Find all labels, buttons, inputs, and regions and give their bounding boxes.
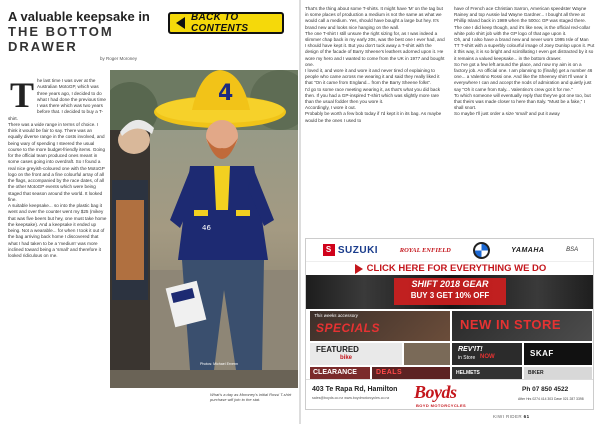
revit-instore-label: in Store xyxy=(458,355,476,361)
promo-tiles xyxy=(306,309,594,379)
body-paragraph: So I've got a few left around the place, and now my aim is on a factory job. An official one. I am planning to (finally) get a number 46 one... a Valentino Rossi one. And like the Sheeney shirt I'll wear it everywhere I can and accept the nods of admiration and quietly just say "Oh it came from Italy... Valentino's crew got it for me." xyxy=(454,61,593,92)
svg-text:4: 4 xyxy=(218,81,234,106)
specials-subtitle: This weeks accessory xyxy=(314,313,359,318)
clearance-label: CLEARANCE xyxy=(313,369,357,376)
article-column-right-1 xyxy=(305,6,446,124)
article-title-line3: DRAWER xyxy=(8,39,78,54)
bike-photo-tile[interactable] xyxy=(404,343,450,365)
yamaha-logo[interactable]: YAMAHA xyxy=(511,246,545,254)
body-paragraph: Accordingly, I wore it out. xyxy=(305,105,356,111)
body-paragraph: A suitable keepsake... so into the plastic bag it went and over the counter went my $25 (mikey that was five beers but hey, one must take home the keepsake). And a keepsake it ended up being. Not a wearable... for when I took it out of the bag arriving back home I discovered that what I had taken to be a 'medium' was more inclined toward being a 'small' and therefore it looked ridiculous on me. xyxy=(8,203,107,258)
bsa-logo[interactable]: BSA xyxy=(566,247,579,253)
svg-text:46: 46 xyxy=(202,224,211,232)
boyds-logo[interactable]: Boyds xyxy=(414,382,457,402)
back-to-contents-label: BACK TO CONTENTS xyxy=(191,12,249,34)
new-in-store-tile[interactable] xyxy=(452,311,592,341)
dealer-address: 403 Te Rapa Rd, Hamilton xyxy=(312,386,398,393)
photo-caption: What's a day as Moroney's initial Rossi T-shirt purchase will join to the stat. xyxy=(210,392,292,402)
body-paragraph: I'd go to some race meeting wearing it, as that's what you did back then. If you had a GP-inspired T-shirt which was slightly more rare than the usual fodder then you wore it. xyxy=(305,86,441,105)
body-paragraph: That's the thing about some T-shirts. It might have 'M' on the tag but in some places of production a medium is not the same as what we would call a medium. Yes, should have bought a large but hey. It's brand new and looks nice hanging on the wall. xyxy=(305,6,443,30)
page-gutter xyxy=(299,0,301,424)
suzuki-label: SUZUKI xyxy=(337,244,379,256)
article-column-right-2 xyxy=(454,6,595,118)
article-column-left xyxy=(8,75,107,259)
article-photo xyxy=(110,70,298,388)
skaf-tile[interactable] xyxy=(524,343,592,365)
skaf-logo: SKAF xyxy=(530,349,554,358)
click-here-label: CLICK HERE FOR EVERYTHING WE DO xyxy=(366,263,547,274)
royal-enfield-logo[interactable]: ROYAL ENFIELD xyxy=(399,246,451,254)
dealer-info-bar xyxy=(306,379,594,410)
back-to-contents-button[interactable] xyxy=(168,12,284,34)
featured-bike-tile[interactable] xyxy=(310,343,402,365)
body-paragraph: To which someone will eventually reply that they've got one too, but that theirs was made closer to here than Italy. "Must be a fake," I shall snort. xyxy=(454,92,591,111)
body-paragraph: Probably be worth a few bob today if I'd kept it in its bag. As maybe would be the ones I used to xyxy=(305,111,442,123)
article-title-line1: A valuable keepsake in xyxy=(8,9,150,24)
brand-logos-row xyxy=(306,239,594,261)
deals-label: DEALS xyxy=(376,369,403,376)
body-paragraph: The one I did keep though, and it's like new, is the official red-collar white polo shirt job with the GP logo of that age upon it. xyxy=(454,24,591,36)
dealer-web[interactable]: sales@boyds.co.nz www.boydmotorcycles.co.nz xyxy=(312,396,390,400)
boyds-advert[interactable] xyxy=(305,238,594,410)
revit-logo: REV'IT! xyxy=(458,346,483,353)
byline: by Roger Moroney xyxy=(100,56,138,61)
featured-title: FEATURED xyxy=(316,345,359,354)
rossi-fan-photo xyxy=(110,70,298,388)
suzuki-logo[interactable] xyxy=(323,244,378,256)
specials-tile[interactable] xyxy=(310,311,450,341)
suzuki-s-icon: S xyxy=(323,244,335,256)
drop-cap: T xyxy=(10,75,35,115)
bmw-roundel-icon[interactable] xyxy=(473,242,490,259)
left-arrow-icon xyxy=(176,17,185,29)
right-arrow-icon xyxy=(355,264,363,274)
body-paragraph: have of French ace Christian Sarron, American speedster Wayne Rainey and top Aussie lad Wayne Gardner... I bought all three at Phillip Island back in 1989 when the 500cc GP was staged there. xyxy=(454,6,587,24)
dealer-phone[interactable]: Ph 07 850 4522 xyxy=(522,386,569,393)
page-footer xyxy=(493,414,529,419)
revit-tile[interactable] xyxy=(452,343,522,365)
helmets-label: HELMETS xyxy=(456,370,480,376)
body-paragraph: The one T-shirt I still unsure the right sizing for, as I was indeed a slimmer chap back in my early 20s, was the best one I ever had, and I should have kept it. But you don't tuck away a T-shirt with the design of the facade of Barry Sheene's leathers adorned upon it. He wore my hero and I wanted to come from the UK in 1977 and bought one. xyxy=(305,30,445,67)
article-title-line2: THE BOTTOM xyxy=(8,24,114,39)
boyds-logo-sub: BOYD MOTORCYCLES xyxy=(416,403,467,408)
body-paragraph: So maybe I'll just order a size 'small' and put it away xyxy=(454,111,560,117)
gear-promo-title: SHIFT 2018 GEAR xyxy=(411,279,489,289)
body-paragraph: Oh, and I also have a brand new and never worn 1995 Isle of Man TT T-shirt with a superbly colourful image of Joey Dunlop upon it. Put it this way, it is so bright and scintillating I even get distracted by it so it remains a valued keepsake... in the bottom drawer. xyxy=(454,37,595,61)
click-here-banner[interactable] xyxy=(306,261,594,275)
body-paragraph: he last time I was over at the Australian MotoGP, which was three years ago, I decided to do what I had done the previous time I was there which was two years before that. I decided to buy a T-shirt. xyxy=(8,78,106,121)
magazine-name: KIWI RIDER xyxy=(493,414,523,419)
dealer-after-hours: After Hrs 0274 414 303 Dave 021 287 3398 xyxy=(518,397,584,401)
biker-label: BIKER xyxy=(528,370,544,376)
photo-credit: Photos: Michael Ervenn xyxy=(200,362,238,366)
body-paragraph: There was a wide range in terms of choice. I think it would be fair to say. There was an equally diverse range in the costs involved, and being wary of spending I steered the usual course to the more budget-friendly items. Going for the official team produced ones meant in some cases going into overdraft. So I found a real nice greyish-coloured one with the MotoGP logo on the front and a fine colourful array of all the flags, accompanied by the race dates, of all the other MotoGP events which were being staged that season around the world. It looked fine. xyxy=(8,121,106,202)
gear-promo-box xyxy=(394,278,506,305)
featured-subtitle: bike xyxy=(340,355,353,361)
page-number: 61 xyxy=(523,414,530,419)
specials-title: SPECIALS xyxy=(316,321,381,335)
body-paragraph: I loved it, and wore it and wore it and never tired of explaining to people who came across me wearing it and said they really liked it that "On it came from England... from the Barry Sheene folks". xyxy=(305,68,440,86)
shift-gear-banner[interactable] xyxy=(306,275,594,309)
revit-now-label: NOW xyxy=(480,354,495,360)
new-in-store-title: NEW IN STORE xyxy=(460,317,562,332)
gear-promo-offer: BUY 3 GET 10% OFF xyxy=(410,291,490,300)
